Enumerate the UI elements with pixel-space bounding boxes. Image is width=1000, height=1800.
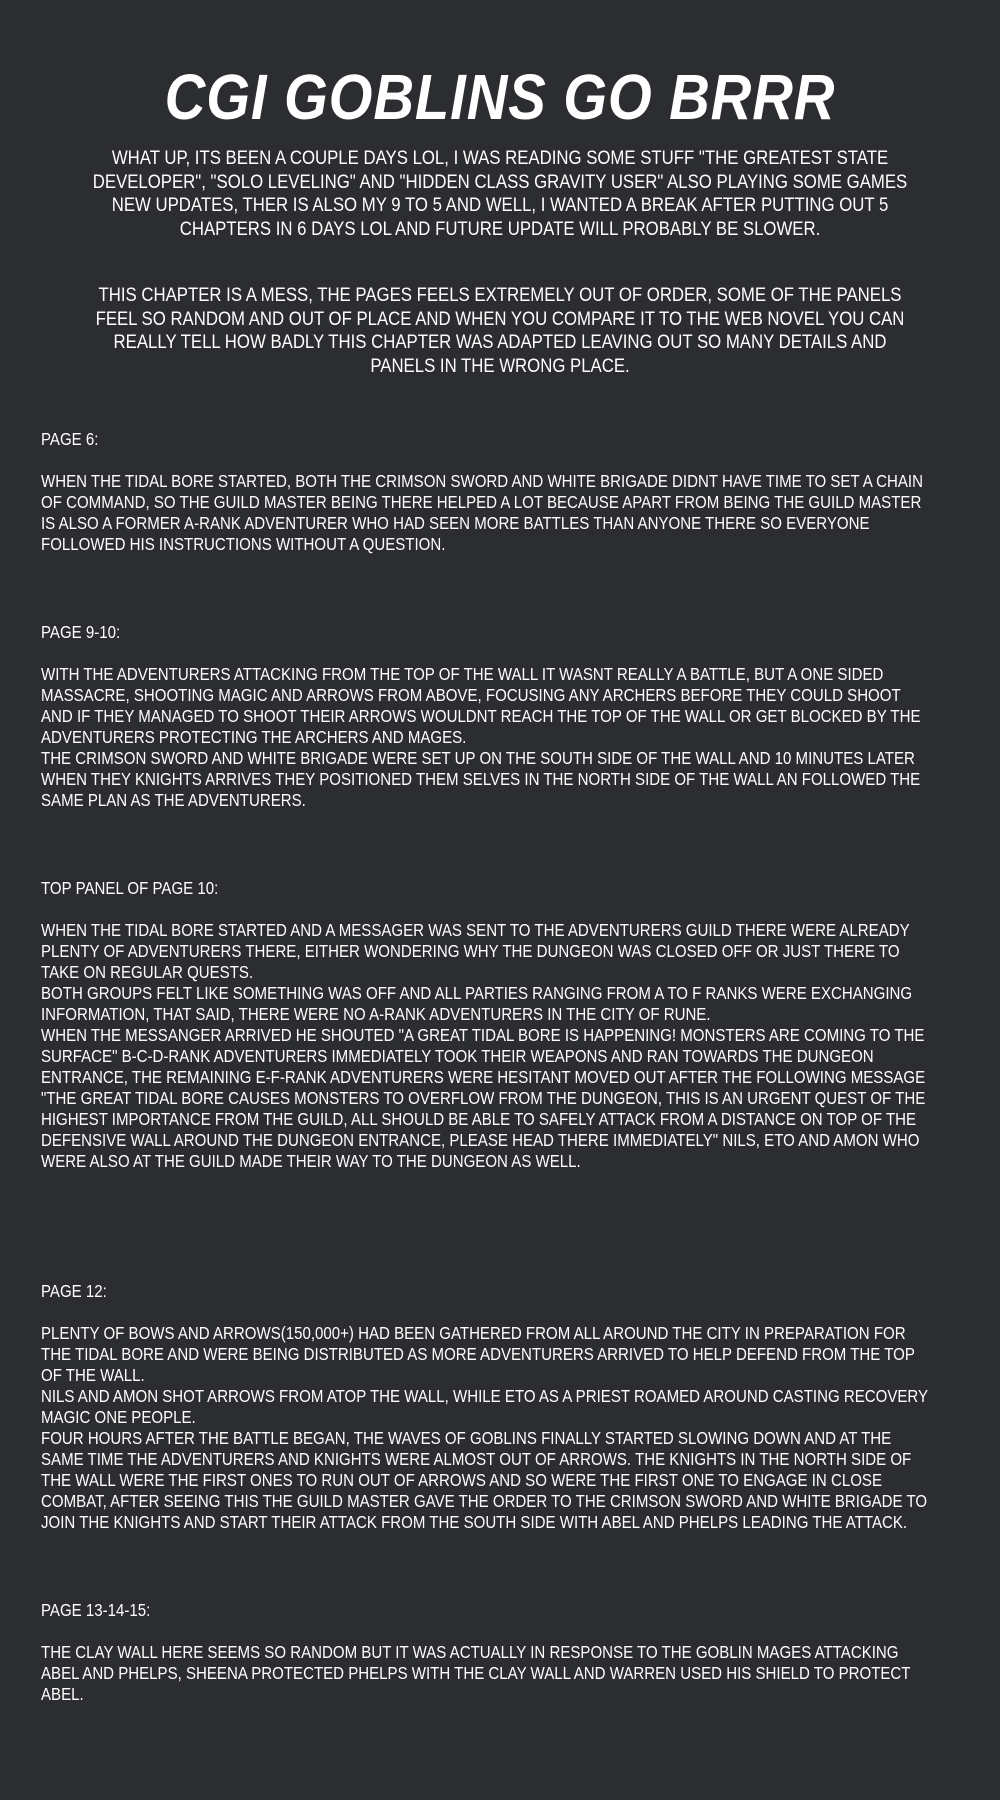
paragraph: PLENTY OF BOWS AND ARROWS(150,000+) HAD BEEN GATHERED FROM ALL AROUND THE CITY IN PREPARATION FOR THE TIDAL BORE AND WERE BEING DISTRIBUTED AS MORE ADVENTURERS ARRIVED TO HELP DEFEND FROM THE TOP OF THE WALL.	[41, 1323, 915, 1385]
section-top-panel-page-10	[41, 878, 935, 1172]
section-body	[41, 471, 935, 555]
section-heading: PAGE 13-14-15:	[41, 1600, 151, 1620]
paragraph: WHEN THE MESSANGER ARRIVED HE SHOUTED "A GREAT TIDAL BORE IS HAPPENING! MONSTERS ARE COMING TO THE SURFACE" B-C-D-RANK ADVENTURERS IMMEDIATELY TOOK THEIR WEAPONS AND RAN TOWARDS THE DUNGEON ENTRANCE, THE REMAINING E-F-RANK ADVENTURERS WERE HESITANT MOVED OUT AFTER THE FOLLOWING MESSAGE "THE GREAT TIDAL BORE CAUSES MONSTERS TO OVERFLOW FROM THE DUNGEON, THIS IS AN URGENT QUEST OF THE HIGHEST IMPORTANCE FROM THE GUILD, ALL SHOULD BE ABLE TO SAFELY ATTACK FROM A DISTANCE ON TOP OF THE DEFENSIVE WALL AROUND THE DUNGEON ENTRANCE, PLEASE HEAD THERE IMMEDIATELY" NILS, ETO AND AMON WHO WERE ALSO AT THE GUILD MADE THEIR WAY TO THE DUNGEON AS WELL.	[41, 1025, 926, 1171]
paragraph: FOUR HOURS AFTER THE BATTLE BEGAN, THE WAVES OF GOBLINS FINALLY STARTED SLOWING DOWN AND AT THE SAME TIME THE ADVENTURERS AND KNIGHTS WERE ALMOST OUT OF ARROWS. THE KNIGHTS IN THE NORTH SIDE OF THE WALL WERE THE FIRST ONES TO RUN OUT OF ARROWS AND SO WERE THE FIRST ONE TO ENGAGE IN CLOSE COMBAT, AFTER SEEING THIS THE GUILD MASTER GAVE THE ORDER TO THE CRIMSON SWORD AND WHITE BRIGADE TO JOIN THE KNIGHTS AND START THEIR ATTACK FROM THE SOUTH SIDE WITH ABEL AND PHELPS LEADING THE ATTACK.	[41, 1428, 928, 1532]
paragraph: WHEN THE TIDAL BORE STARTED, BOTH THE CRIMSON SWORD AND WHITE BRIGADE DIDNT HAVE TIME TO SET A CHAIN OF COMMAND, SO THE GUILD MASTER BEING THERE HELPED A LOT BECAUSE APART FROM BEING THE GUILD MASTER IS ALSO A FORMER A-RANK ADVENTURER WHO HAD SEEN MORE BATTLES THAN ANYONE THERE SO EVERYONE FOLLOWED HIS INSTRUCTIONS WITHOUT A QUESTION.	[41, 471, 923, 554]
section-body	[41, 1642, 935, 1705]
section-body	[41, 920, 935, 1172]
intro-paragraph: WHAT UP, ITS BEEN A COUPLE DAYS LOL, I WAS READING SOME STUFF "THE GREATEST STATE DEVELOPER", "SOLO LEVELING" AND "HIDDEN CLASS GRAVITY USER" ALSO PLAYING SOME GAMES NEW UPDATES, THER IS ALSO MY 9 TO 5 AND WELL, I WANTED A BREAK AFTER PUTTING OUT 5 CHAPTERS IN 6 DAYS LOL AND FUTURE UPDATE WILL PROBABLY BE SLOWER.	[92, 147, 908, 240]
section-heading: PAGE 12:	[41, 1281, 107, 1301]
section-body	[41, 664, 935, 811]
section-heading: PAGE 6:	[41, 429, 99, 449]
section-body	[41, 1323, 935, 1533]
paragraph: THE CRIMSON SWORD AND WHITE BRIGADE WERE SET UP ON THE SOUTH SIDE OF THE WALL AND 10 MINUTES LATER WHEN THEY KNIGHTS ARRIVES THEY POSITIONED THEM SELVES IN THE NORTH SIDE OF THE WALL AN FOLLOWED THE SAME PLAN AS THE ADVENTURERS.	[41, 748, 921, 810]
section-page-9-10	[41, 622, 935, 811]
section-page-6	[41, 429, 935, 555]
paragraph: THE CLAY WALL HERE SEEMS SO RANDOM BUT IT WAS ACTUALLY IN RESPONSE TO THE GOBLIN MAGES ATTACKING ABEL AND PHELPS, SHEENA PROTECTED PHELPS WITH THE CLAY WALL AND WARREN USED HIS SHIELD TO PROTECT ABEL.	[41, 1642, 911, 1704]
paragraph: NILS AND AMON SHOT ARROWS FROM ATOP THE WALL, WHILE ETO AS A PRIEST ROAMED AROUND CASTING RECOVERY MAGIC ONE PEOPLE.	[41, 1386, 928, 1427]
section-page-13-14-15	[41, 1600, 935, 1705]
section-page-12	[41, 1281, 935, 1533]
section-heading: TOP PANEL OF PAGE 10:	[41, 878, 219, 898]
intro-paragraph: THIS CHAPTER IS A MESS, THE PAGES FEELS EXTREMELY OUT OF ORDER, SOME OF THE PANELS FEEL SO RANDOM AND OUT OF PLACE AND WHEN YOU COMPARE IT TO THE WEB NOVEL YOU CAN REALLY TELL HOW BADLY THIS CHAPTER WAS ADAPTED LEAVING OUT SO MANY DETAILS AND PANELS IN THE WRONG PLACE.	[95, 284, 905, 377]
page-title: CGI GOBLINS GO BRRR	[164, 61, 836, 133]
section-heading: PAGE 9-10:	[41, 622, 121, 642]
paragraph: BOTH GROUPS FELT LIKE SOMETHING WAS OFF AND ALL PARTIES RANGING FROM A TO F RANKS WERE EXCHANGING INFORMATION, THAT SAID, THERE WERE NO A-RANK ADVENTURERS IN THE CITY OF RUNE.	[41, 983, 913, 1024]
paragraph: WITH THE ADVENTURERS ATTACKING FROM THE TOP OF THE WALL IT WASNT REALLY A BATTLE, BUT A ONE SIDED MASSACRE, SHOOTING MAGIC AND ARROWS FROM ABOVE, FOCUSING ANY ARCHERS BEFORE THEY COULD SHOOT AND IF THEY MANAGED TO SHOOT THEIR ARROWS WOULDNT REACH THE TOP OF THE WALL OR GET BLOCKED BY THE ADVENTURERS PROTECTING THE ARCHERS AND MAGES.	[41, 664, 921, 747]
paragraph: WHEN THE TIDAL BORE STARTED AND A MESSAGER WAS SENT TO THE ADVENTURERS GUILD THERE WERE ALREADY PLENTY OF ADVENTURERS THERE, EITHER WONDERING WHY THE DUNGEON WAS CLOSED OFF OR JUST THERE TO TAKE ON REGULAR QUESTS.	[41, 920, 910, 982]
